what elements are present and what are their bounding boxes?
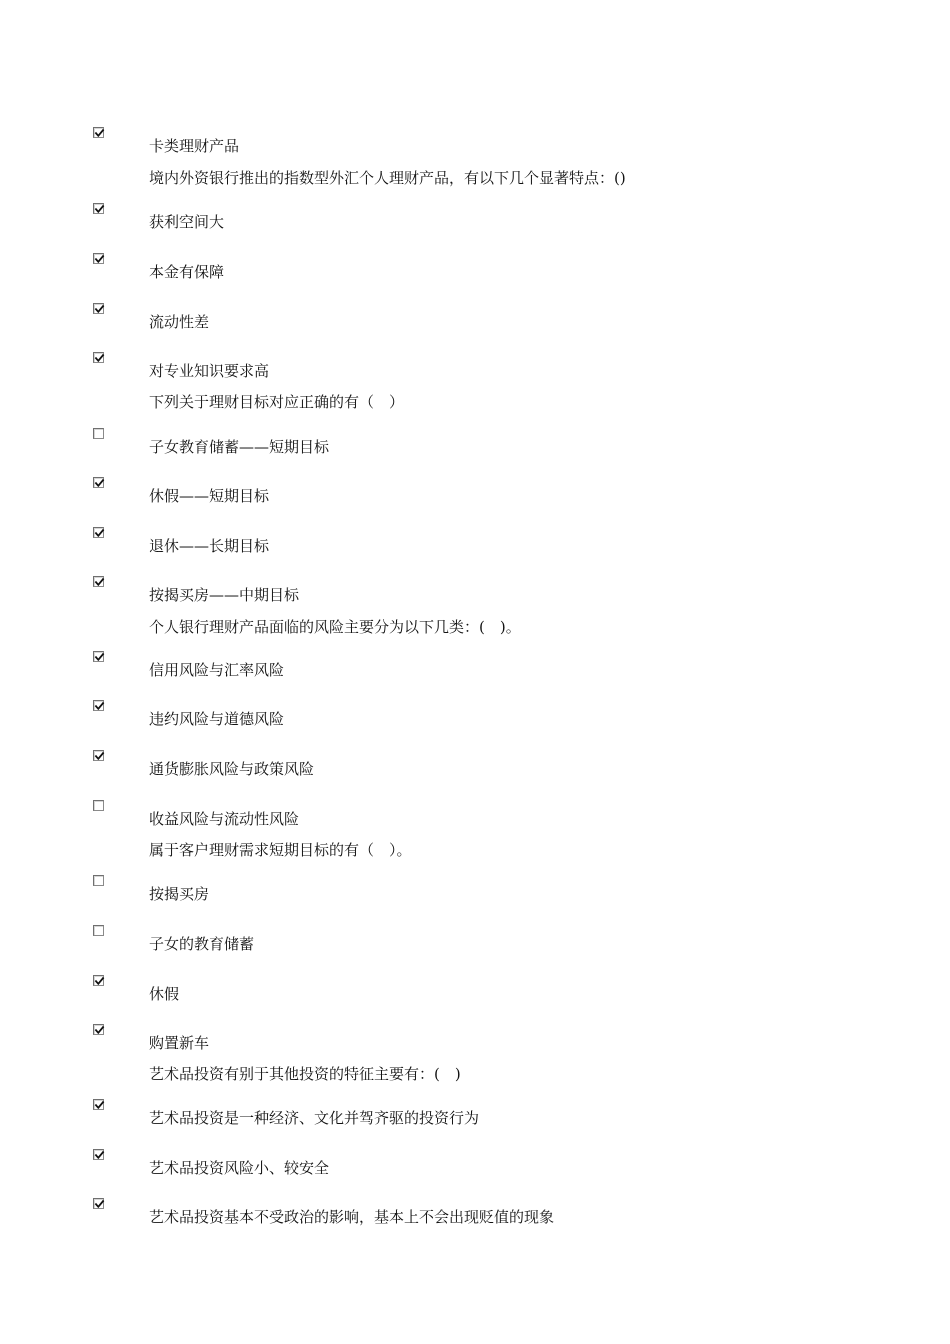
- answer-option[interactable]: [0, 127, 950, 155]
- option-label: 按揭买房——中期目标: [149, 586, 300, 604]
- checked-checkbox[interactable]: [93, 651, 104, 662]
- answer-option[interactable]: [0, 527, 950, 555]
- option-label: 卡类理财产品: [149, 137, 240, 155]
- checkmark-icon: [94, 128, 105, 139]
- checkmark-icon: [94, 1199, 105, 1210]
- option-label: 艺术品投资风险小、较安全: [149, 1159, 330, 1177]
- checked-checkbox[interactable]: [93, 1099, 104, 1110]
- checkmark-icon: [94, 353, 105, 364]
- checkmark-icon: [94, 751, 105, 762]
- answer-option[interactable]: [0, 800, 950, 828]
- question-text: 下列关于理财目标对应正确的有（ ）: [149, 393, 405, 411]
- checkmark-icon: [94, 478, 105, 489]
- option-label: 子女教育储蓄——短期目标: [149, 438, 330, 456]
- answer-option[interactable]: [0, 651, 950, 679]
- question-text: 属于客户理财需求短期目标的有（ ）。: [149, 841, 412, 859]
- answer-option[interactable]: [0, 1149, 950, 1177]
- answer-option[interactable]: [0, 875, 950, 903]
- checked-checkbox[interactable]: [93, 1024, 104, 1035]
- checked-checkbox[interactable]: [93, 1198, 104, 1209]
- checked-checkbox[interactable]: [93, 477, 104, 488]
- option-label: 本金有保障: [149, 263, 225, 281]
- answer-option[interactable]: [0, 303, 950, 331]
- checked-checkbox[interactable]: [93, 203, 104, 214]
- option-label: 按揭买房: [149, 885, 210, 903]
- answer-option[interactable]: [0, 975, 950, 1003]
- answer-option[interactable]: [0, 428, 950, 456]
- option-label: 购置新车: [149, 1034, 210, 1052]
- checked-checkbox[interactable]: [93, 975, 104, 986]
- unchecked-checkbox[interactable]: [93, 925, 104, 936]
- checkmark-icon: [94, 204, 105, 215]
- question-text: 个人银行理财产品面临的风险主要分为以下几类：( )。: [149, 618, 521, 636]
- answer-option[interactable]: [0, 477, 950, 505]
- option-label: 对专业知识要求高: [149, 362, 270, 380]
- checked-checkbox[interactable]: [93, 1149, 104, 1160]
- question-text: 艺术品投资有别于其他投资的特征主要有：( ): [149, 1065, 461, 1083]
- answer-option[interactable]: [0, 750, 950, 778]
- checkmark-icon: [94, 304, 105, 315]
- option-label: 信用风险与汇率风险: [149, 661, 285, 679]
- checked-checkbox[interactable]: [93, 253, 104, 264]
- option-label: 子女的教育储蓄: [149, 935, 255, 953]
- answer-option[interactable]: [0, 203, 950, 231]
- checkmark-icon: [94, 976, 105, 987]
- option-label: 退休——长期目标: [149, 537, 270, 555]
- answer-option[interactable]: [0, 700, 950, 728]
- answer-option[interactable]: [0, 925, 950, 953]
- checked-checkbox[interactable]: [93, 750, 104, 761]
- checked-checkbox[interactable]: [93, 527, 104, 538]
- option-label: 通货膨胀风险与政策风险: [149, 760, 315, 778]
- answer-option[interactable]: [0, 1198, 950, 1226]
- checked-checkbox[interactable]: [93, 576, 104, 587]
- answer-option[interactable]: [0, 576, 950, 604]
- checkmark-icon: [94, 701, 105, 712]
- option-label: 休假: [149, 985, 180, 1003]
- checkmark-icon: [94, 652, 105, 663]
- option-label: 违约风险与道德风险: [149, 710, 285, 728]
- option-label: 艺术品投资基本不受政治的影响，基本上不会出现贬值的现象: [149, 1208, 555, 1226]
- checked-checkbox[interactable]: [93, 303, 104, 314]
- option-label: 艺术品投资是一种经济、文化并驾齐驱的投资行为: [149, 1109, 480, 1127]
- option-label: 流动性差: [149, 313, 210, 331]
- answer-option[interactable]: [0, 1099, 950, 1127]
- checkmark-icon: [94, 1150, 105, 1161]
- checkmark-icon: [94, 1100, 105, 1111]
- checkmark-icon: [94, 1025, 105, 1036]
- checkmark-icon: [94, 528, 105, 539]
- answer-option[interactable]: [0, 253, 950, 281]
- question-text: 境内外资银行推出的指数型外汇个人理财产品，有以下几个显著特点：(): [149, 169, 626, 187]
- option-label: 获利空间大: [149, 213, 225, 231]
- option-label: 休假——短期目标: [149, 487, 270, 505]
- checkmark-icon: [94, 577, 105, 588]
- unchecked-checkbox[interactable]: [93, 800, 104, 811]
- unchecked-checkbox[interactable]: [93, 875, 104, 886]
- checked-checkbox[interactable]: [93, 352, 104, 363]
- answer-option[interactable]: [0, 1024, 950, 1052]
- checkmark-icon: [94, 254, 105, 265]
- checked-checkbox[interactable]: [93, 700, 104, 711]
- unchecked-checkbox[interactable]: [93, 428, 104, 439]
- option-label: 收益风险与流动性风险: [149, 810, 300, 828]
- answer-option[interactable]: [0, 352, 950, 380]
- checked-checkbox[interactable]: [93, 127, 104, 138]
